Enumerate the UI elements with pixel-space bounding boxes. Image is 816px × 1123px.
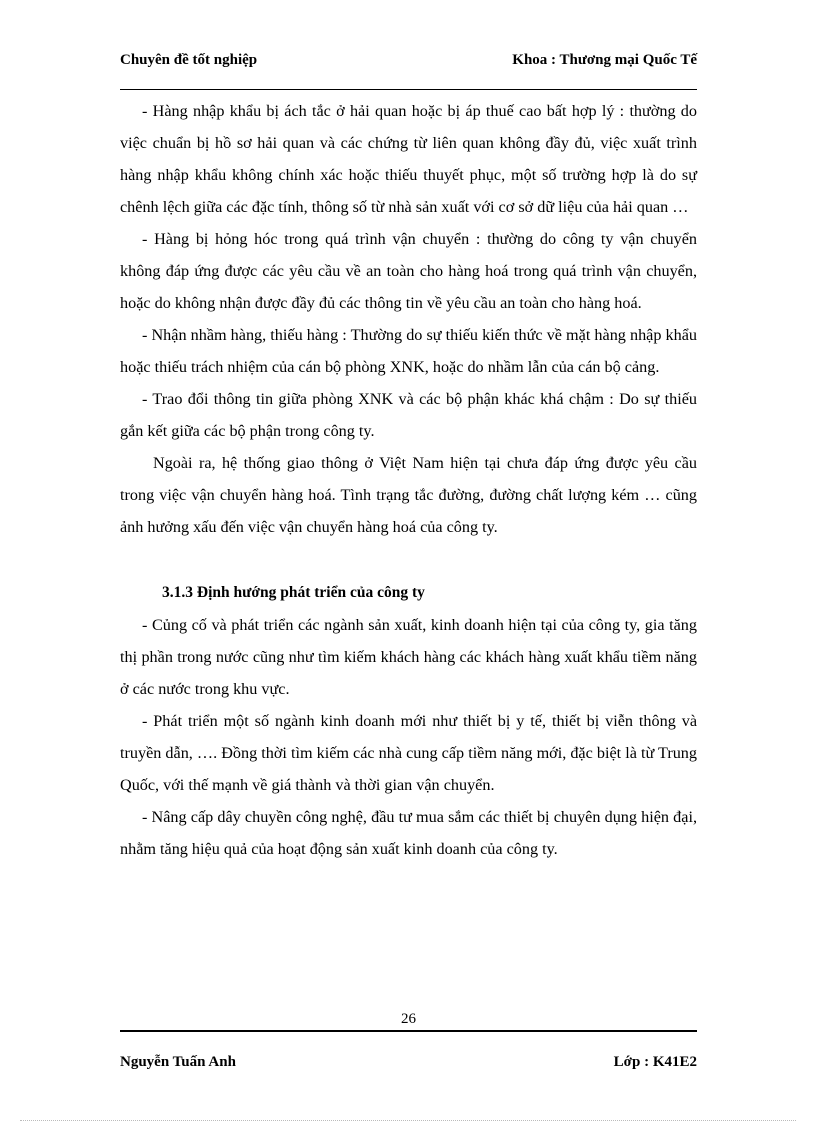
footer-class: Lớp : K41E2 [613,1054,697,1070]
paragraph-customs-delay: - Hàng nhập khẩu bị ách tắc ở hải quan hoặc bị áp thuế cao bất hợp lý : thường do việc chuẩn bị hồ sơ hải quan và các chứng từ liên quan không đầy đủ, việc xuất trình hàng nhập khẩu không chính xác hoặc thiếu thuyết phục, một số trường hợp là do sự chênh lệch giữa các đặc tính, thông số từ nhà sản xuất với cơ sở dữ liệu của hải quan … [120,102,697,216]
footer-rule [120,1030,697,1032]
page-number: 26 [401,1011,416,1027]
paragraph-slow-communication: - Trao đổi thông tin giữa phòng XNK và các bộ phận khác khá chậm : Do sự thiếu gắn kết giữa các bộ phận trong công ty. [120,390,697,440]
paragraph-consolidate: - Củng cố và phát triển các ngành sản xuất, kinh doanh hiện tại của công ty, gia tăng thị phần trong nước cũng như tìm kiếm khách hàng các khách hàng xuất khẩu tiềm năng ở các nước trong khu vực. [120,616,697,698]
section-spacer [120,543,697,577]
page-footer [120,1054,697,1076]
section-heading: 3.1.3 Định hướng phát triển của công ty [162,584,425,601]
header-left-title: Chuyên đề tốt nghiệp [120,52,258,68]
body-text [120,95,697,865]
header-rule [120,89,697,90]
paragraph-new-business: - Phát triển một số ngành kinh doanh mới như thiết bị y tế, thiết bị viễn thông và truyền dẫn, …. Đồng thời tìm kiếm các nhà cung cấp tiềm năng mới, đặc biệt là từ Trung Quốc, với thế mạnh về giá thành và thời gian vận chuyển. [120,712,697,794]
paragraph-upgrade-technology: - Nâng cấp dây chuyền công nghệ, đầu tư mua sắm các thiết bị chuyên dụng hiện đại, nhằm tăng hiệu quả của hoạt động sản xuất kinh doanh của công ty. [120,808,697,858]
page-header [120,52,697,74]
paragraph-damaged-goods: - Hàng bị hỏng hóc trong quá trình vận chuyển : thường do công ty vận chuyển không đáp ứng được các yêu cầu về an toàn cho hàng hoá trong quá trình vận chuyển, hoặc do không nhận được đầy đủ các thông tin về yêu cầu an toàn cho hàng hoá. [120,230,697,312]
page-edge-divider [20,1120,796,1121]
paragraph-traffic: Ngoài ra, hệ thống giao thông ở Việt Nam hiện tại chưa đáp ứng được yêu cầu trong việc vận chuyển hàng hoá. Tình trạng tắc đường, đường chất lượng kém … cũng ảnh hưởng xấu đến việc vận chuyển hàng hoá của công ty. [120,454,697,536]
header-right-title: Khoa : Thương mại Quốc Tế [512,52,697,68]
paragraph-wrong-goods: - Nhận nhầm hàng, thiếu hàng : Thường do sự thiếu kiến thức về mặt hàng nhập khẩu hoặc thiếu trách nhiệm của cán bộ phòng XNK, hoặc do nhầm lẫn của cán bộ cảng. [120,326,697,376]
footer-author: Nguyễn Tuấn Anh [120,1054,236,1070]
